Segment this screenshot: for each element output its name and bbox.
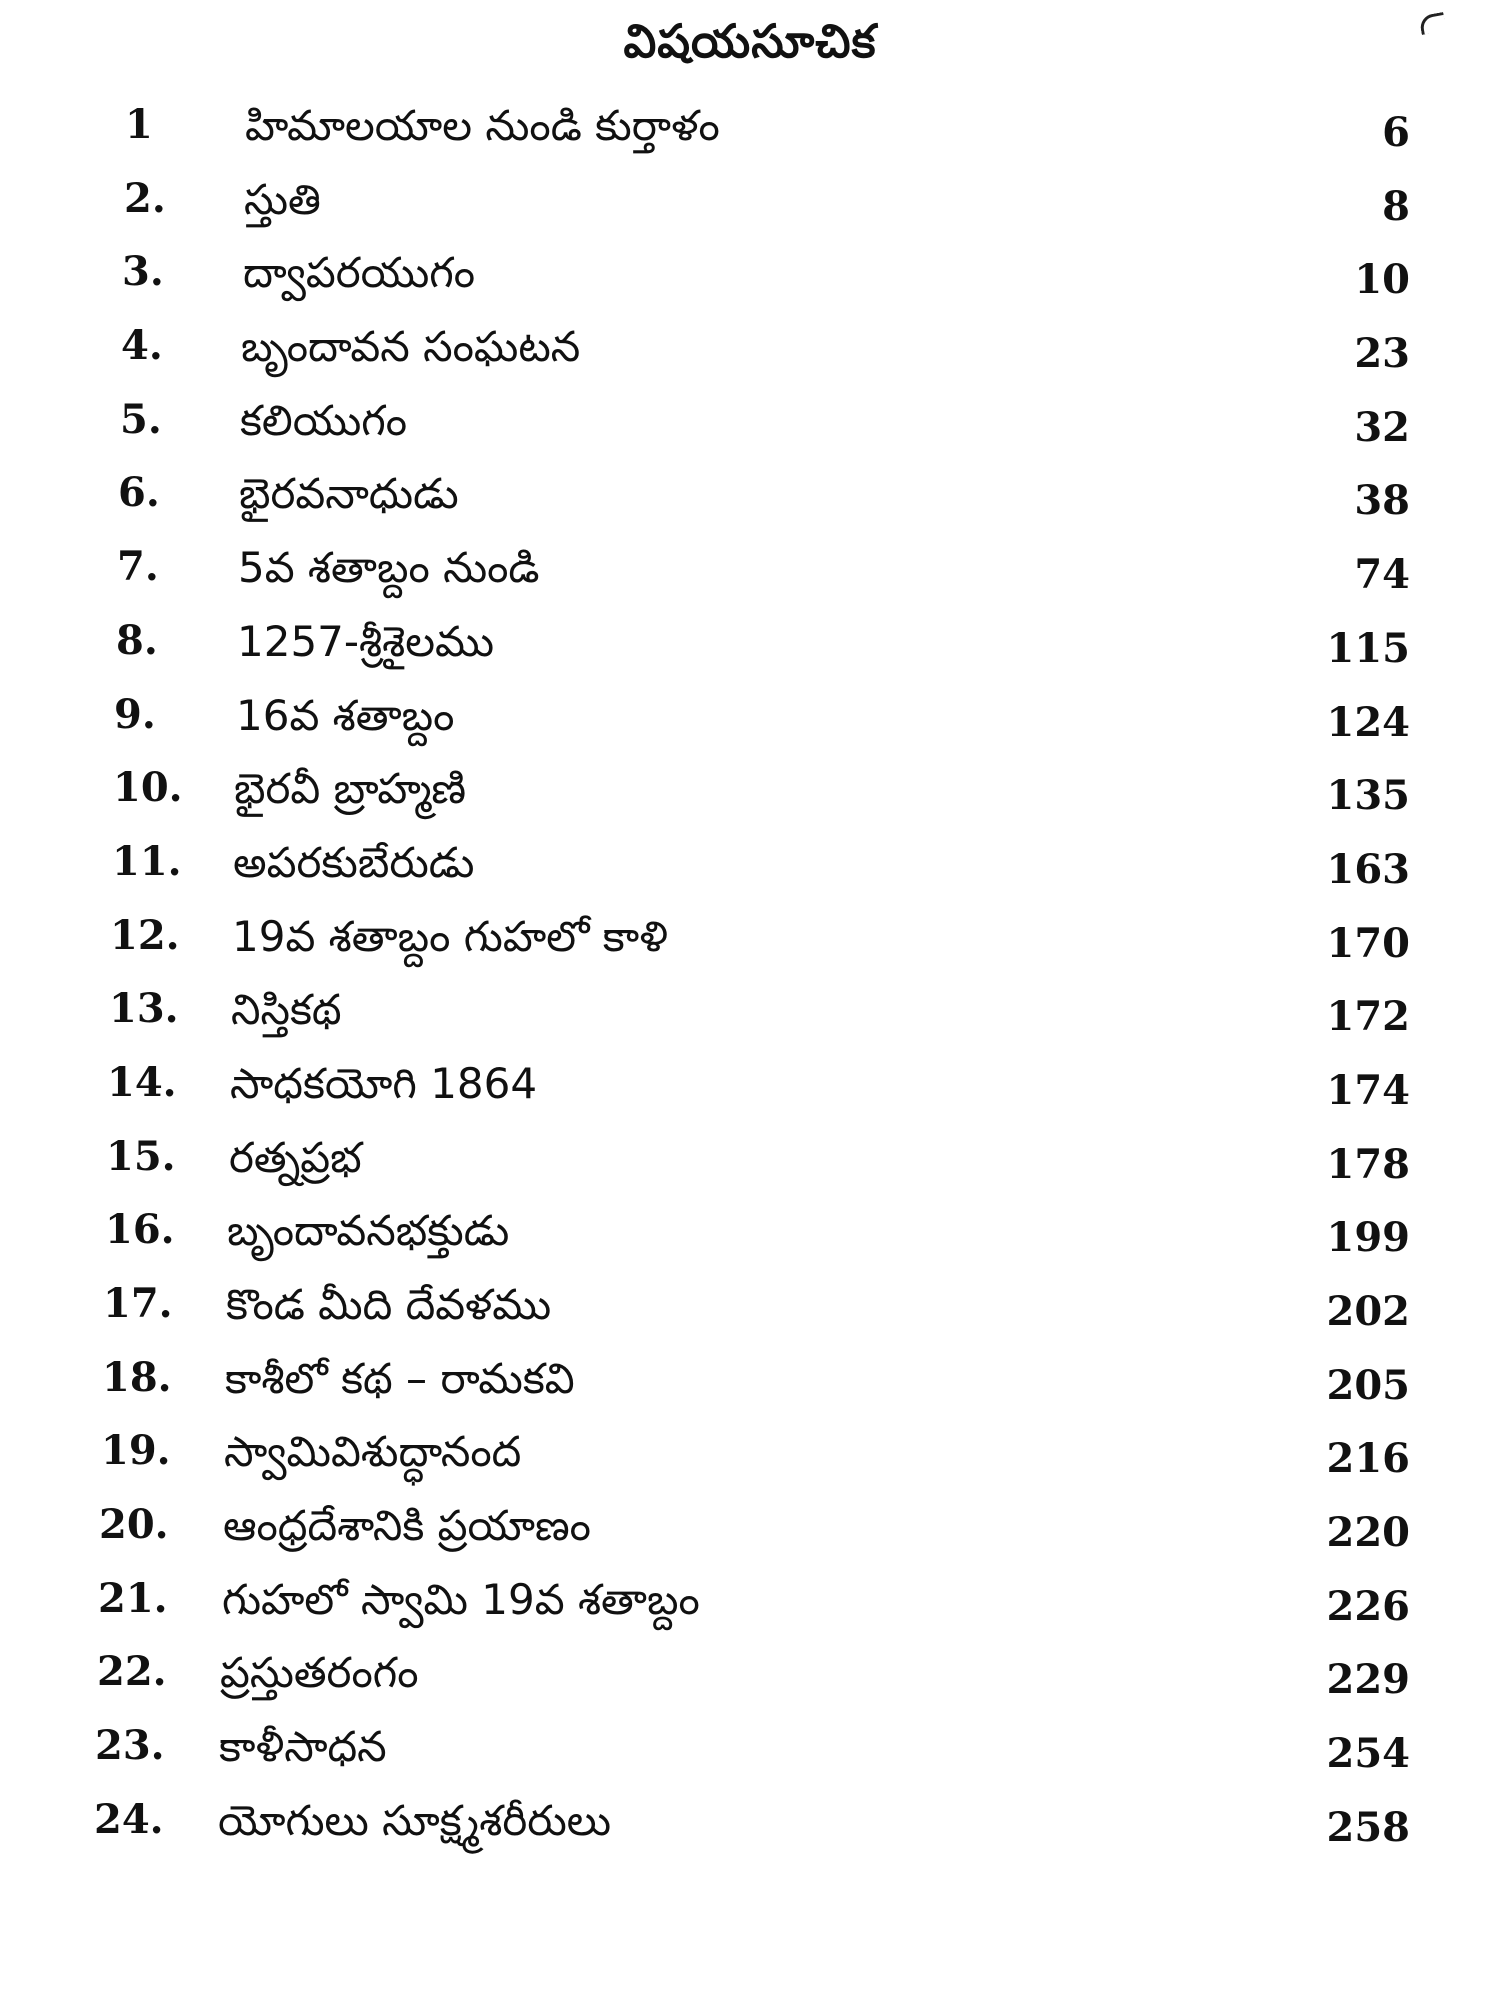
toc-entry-number: 10. [113,764,183,812]
toc-entry-page: 229 [1326,1656,1410,1704]
toc-entry-number: 16. [105,1206,175,1254]
toc-entry-number: 6. [118,469,160,517]
toc-entry-title: హిమాలయాల నుండి కుర్తాళం [245,101,720,150]
toc-entry [0,905,1500,979]
toc-entry-page: 174 [1326,1066,1410,1114]
toc-entry-page: 178 [1326,1140,1410,1188]
toc-entry-title: కాళీసాధన [219,1722,387,1772]
toc-entry [0,168,1500,242]
toc-entry-number: 8. [116,616,158,664]
toc-entry-page: 163 [1326,845,1410,893]
toc-entry-page: 170 [1326,919,1410,967]
toc-entry [0,1347,1500,1421]
toc-entry [0,1715,1500,1789]
toc-entry [0,684,1500,758]
toc-entry-page: 38 [1354,477,1410,525]
toc-entry-page: 6 [1382,109,1410,156]
toc-entry [0,610,1500,684]
toc-entry [0,1568,1500,1642]
toc-entry-page: 124 [1326,698,1410,746]
toc-entry-number: 4. [121,322,163,370]
toc-entry-title: భైరవనాధుడు [239,469,459,519]
toc-entry-number: 23. [95,1722,165,1770]
toc-entry-number: 12. [110,911,180,959]
toc-entry-page: 10 [1354,256,1410,304]
toc-entry-number: 22. [97,1648,167,1696]
toc-entry-title: 19వ శతాబ్దం గుహలో కాళి [232,911,669,961]
toc-entry [0,978,1500,1052]
toc-entry-title: రత్నప్రభ [229,1132,362,1182]
toc-entry-number: 21. [98,1574,168,1622]
toc-entry-number: 11. [112,837,182,885]
toc-entry-number: 14. [107,1058,177,1106]
toc-entry-page: 199 [1326,1214,1410,1262]
toc-entry-number: 20. [99,1501,169,1549]
toc-entry-page: 202 [1326,1288,1410,1335]
toc-entry [0,1052,1500,1126]
toc-entry [0,1420,1500,1494]
toc-entry-page: 32 [1354,403,1410,451]
toc-entry-number: 9. [114,690,156,738]
toc-entry-title: 1257-శ్రీశైలము [237,616,494,666]
toc-entry [0,1273,1500,1347]
toc-entry-number: 5. [120,395,162,443]
toc-entry-title: 5వ శతాబ్దం నుండి [238,543,540,593]
toc-entry-title: కాశీలో కథ – రామకవి [225,1353,575,1403]
toc-entry-number: 19. [101,1427,171,1475]
toc-entry-page: 216 [1326,1435,1410,1483]
toc-entry-number: 17. [103,1280,173,1327]
toc-entry-title: కలియుగం [240,395,408,445]
toc-entry-number: 18. [102,1353,172,1401]
toc-entry [0,1199,1500,1273]
toc-entry-page: 226 [1326,1582,1410,1630]
toc-entry [0,757,1500,831]
toc-entry-page: 115 [1326,624,1410,672]
toc-entry-page: 23 [1354,330,1410,378]
toc-entry-title: నిస్తికథ [231,985,342,1035]
toc-entry-number: 3. [122,248,164,296]
toc-entry-title: బృందావనభక్తుడు [227,1206,510,1256]
toc-entry [0,462,1500,536]
toc-entry-page: 254 [1326,1730,1410,1778]
toc-entry-title: ఆంధ్రదేశానికి ప్రయాణం [223,1501,591,1551]
toc-entry-page: 205 [1326,1361,1410,1409]
toc-entry-page: 74 [1354,551,1410,599]
toc-entry-page: 172 [1326,993,1410,1041]
toc-entry-number: 15. [106,1132,176,1180]
toc-entry-number: 7. [117,543,159,591]
toc-entry-title: కొండ మీది దేవళము [226,1280,552,1329]
toc-entry-page: 8 [1382,182,1410,230]
toc-entry-number: 24. [94,1795,164,1843]
toc-entry-title: అపరకుబేరుడు [233,837,475,887]
toc-entry [0,389,1500,463]
toc-entry [0,315,1500,389]
toc-entry-number: 13. [109,985,179,1033]
toc-entry-title: యోగులు సూక్ష్మశరీరులు [218,1795,612,1845]
toc-entry-page: 258 [1326,1803,1410,1851]
toc-entry-title: సాధకయోగి 1864 [230,1058,538,1108]
toc-entry-title: స్వామివిశుద్ధానంద [224,1427,522,1477]
table-of-contents [0,94,1500,1863]
toc-entry [0,536,1500,610]
page-title: విషయసూచిక [623,14,877,68]
toc-entry [0,1494,1500,1568]
toc-entry-title: బృందావన సంఘటన [241,322,581,372]
toc-entry-number: 2. [124,174,166,222]
toc-entry-title: భైరవీ బ్రాహ్మణి [234,764,467,814]
toc-entry-title: 16వ శతాబ్దం [236,690,455,740]
toc-entry-title: స్తుతి [244,174,321,224]
toc-entry-title: ప్రస్తుతరంగం [220,1648,419,1698]
toc-entry [0,94,1500,168]
toc-entry [0,241,1500,315]
toc-entry-page: 220 [1326,1509,1410,1557]
toc-entry [0,831,1500,905]
toc-entry-title: గుహలో స్వామి 19వ శతాబ్దం [222,1574,700,1624]
toc-entry [0,1126,1500,1200]
toc-entry [0,1641,1500,1715]
toc-entry-page: 135 [1326,772,1410,820]
toc-entry-title: ద్వాపరయుగం [243,248,476,298]
toc-entry-number: 1 [125,101,153,148]
toc-entry [0,1789,1500,1863]
